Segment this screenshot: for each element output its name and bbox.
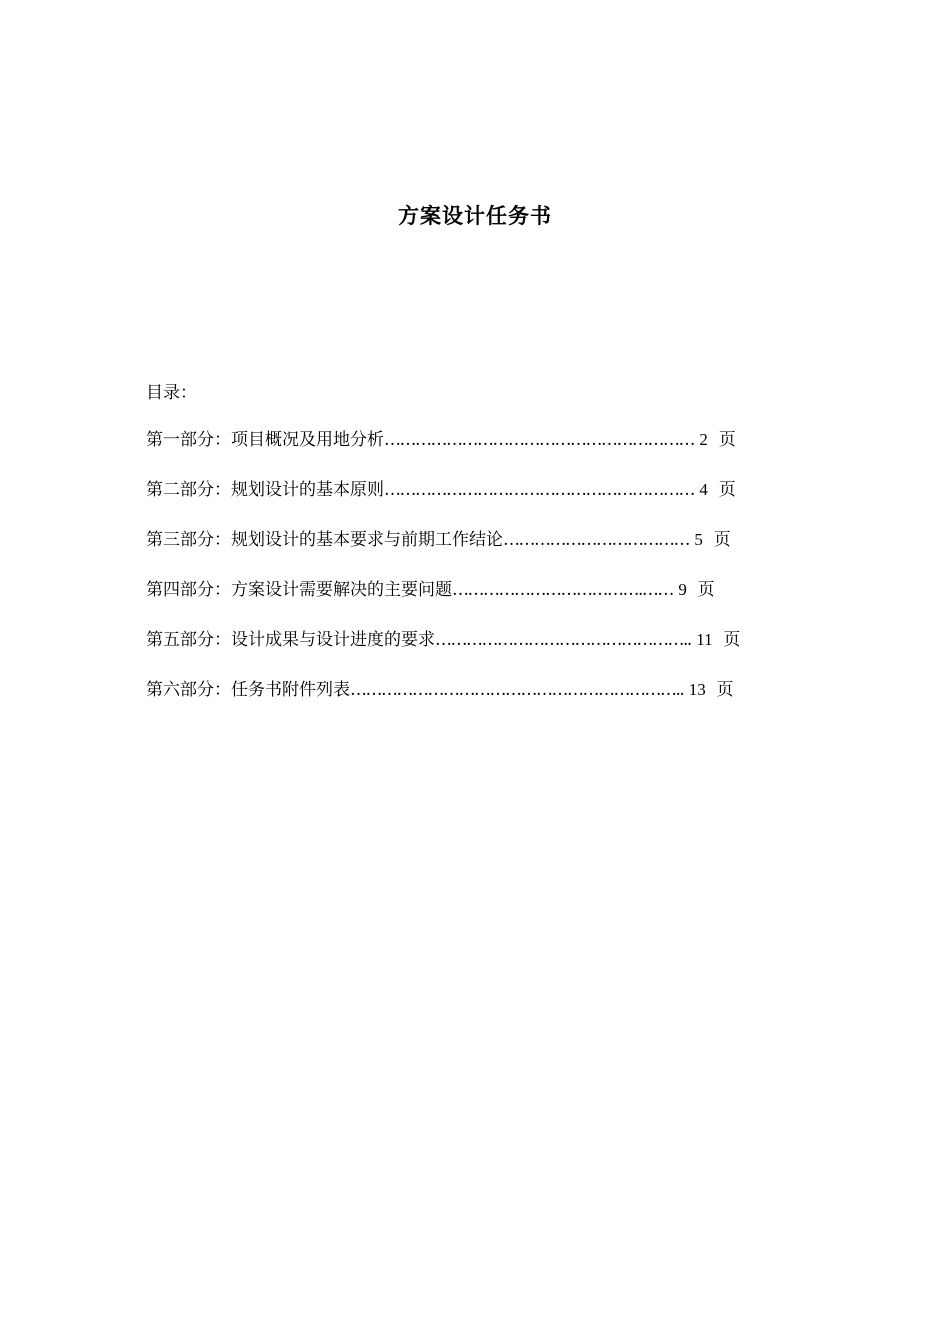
toc-entry-title: 项目概况及用地分析	[231, 430, 384, 450]
toc-leader: ………………………………………………………..	[350, 680, 684, 700]
toc-page-unit: 页	[723, 630, 741, 650]
toc-part-label: 第三部分：	[146, 530, 231, 550]
toc-part-label: 第一部分：	[146, 430, 231, 450]
toc-entry-title: 设计成果与设计进度的要求	[231, 630, 435, 650]
toc-page-number: 2	[699, 430, 708, 449]
toc-leader: ………………………………	[503, 530, 689, 550]
toc-part-label: 第六部分：	[146, 680, 231, 700]
toc-part-label: 第五部分：	[146, 630, 231, 650]
toc-page-number: 5	[694, 530, 703, 549]
toc-entry	[146, 578, 715, 602]
toc-entry	[146, 478, 736, 502]
toc-entry	[146, 678, 734, 702]
toc-entry-title: 方案设计需要解决的主要问题	[231, 580, 452, 600]
toc-page-number: 4	[699, 480, 708, 499]
toc-entry-title: 规划设计的基本原则	[231, 480, 384, 500]
toc-entry	[146, 528, 731, 552]
toc-page-unit: 页	[716, 680, 734, 700]
toc-heading: 目录：	[146, 383, 197, 403]
toc-page-number: 9	[678, 580, 687, 599]
toc-page-unit: 页	[713, 530, 731, 550]
toc-entry-title: 任务书附件列表	[231, 680, 350, 700]
toc-part-label: 第四部分：	[146, 580, 231, 600]
toc-entry-title: 规划设计的基本要求与前期工作结论	[231, 530, 503, 550]
toc-leader: ……………………………….……	[452, 580, 673, 600]
toc-leader: …………………………………………..	[435, 630, 691, 650]
toc-part-label: 第二部分：	[146, 480, 231, 500]
toc-entry	[146, 428, 736, 452]
toc-leader: ……………………………………………………	[384, 430, 694, 450]
toc-leader: ……………………………………………………	[384, 480, 694, 500]
toc-page-number: 11	[696, 630, 713, 649]
toc-page-unit: 页	[718, 480, 736, 500]
toc-entry	[146, 628, 740, 652]
toc-page-number: 13	[688, 680, 706, 699]
document-title: 方案设计任务书	[398, 203, 552, 228]
toc-page-unit: 页	[697, 580, 715, 600]
toc-page-unit: 页	[718, 430, 736, 450]
